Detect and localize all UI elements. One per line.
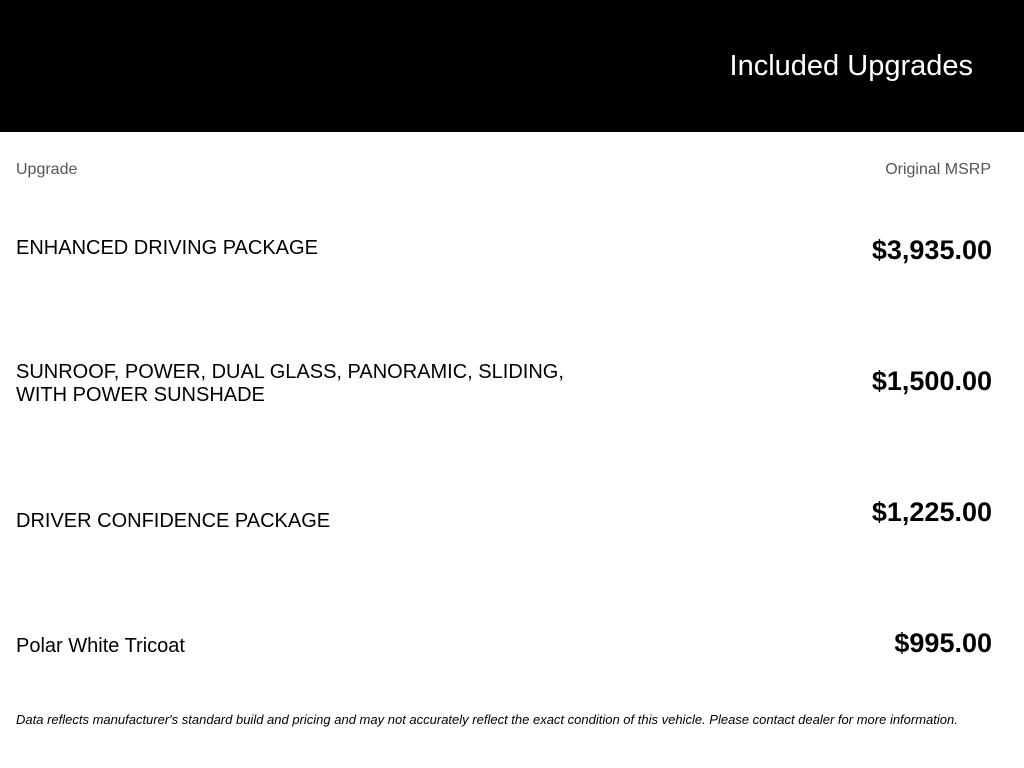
upgrade-price: $1,225.00 xyxy=(871,497,992,527)
upgrade-name: Polar White Tricoat xyxy=(16,635,185,657)
upgrade-price: $1,500.00 xyxy=(871,366,992,396)
page-title: Included Upgrades xyxy=(729,50,973,82)
disclaimer-text: Data reflects manufacturer's standard build and pricing and may not accurately reflect the exact condition of this vehicle. Please contact dealer for more information. xyxy=(16,712,958,727)
column-header-upgrade: Upgrade xyxy=(16,161,78,178)
upgrade-name: SUNROOF, POWER, DUAL GLASS, PANORAMIC, SLIDING, WITH POWER SUNSHADE xyxy=(16,361,564,406)
upgrade-name: ENHANCED DRIVING PACKAGE xyxy=(16,237,318,259)
column-header-msrp: Original MSRP xyxy=(885,161,991,178)
header-bar xyxy=(0,0,1024,132)
upgrade-name: DRIVER CONFIDENCE PACKAGE xyxy=(16,510,331,532)
upgrade-price: $3,935.00 xyxy=(871,235,992,265)
upgrade-price: $995.00 xyxy=(894,628,992,658)
